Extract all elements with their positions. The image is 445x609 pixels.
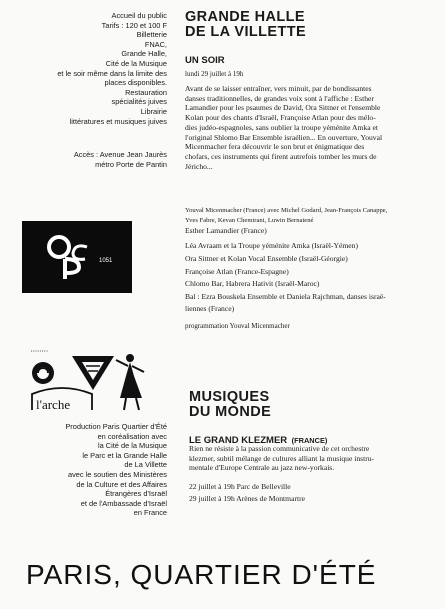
klezmer-description-line: Rien ne résiste à la passion communicative de cet orchestre [189, 444, 370, 453]
description-line: Jéricho... [185, 161, 213, 171]
info-line: Librairie [140, 106, 167, 116]
cite-musique-logo-icon [31, 349, 54, 384]
info-line: Billetterie [136, 30, 167, 40]
arche-logo-label: l'arche [36, 397, 71, 412]
description-line: dies judéo-espagnoles, sans oublier la troupe yéménite Amka et [185, 122, 378, 132]
info-line: places disponibles. [104, 78, 167, 88]
klezmer-description-line: klezmer, subtil mélange de cultures alliant la musique instru- [189, 453, 375, 463]
dancer-figure-icon [116, 354, 144, 410]
production-line: le Parc et la Grande Halle [82, 450, 167, 460]
info-line: Accueil du public [111, 11, 167, 20]
info-line: spécialités juives [111, 97, 167, 107]
klezmer-country: (FRANCE) [291, 436, 328, 445]
klezmer-title: LE GRAND KLEZMER [189, 435, 288, 446]
info-line: littératures et musiques juives [69, 116, 167, 126]
access-line: Accès : Avenue Jean Jaurès [73, 150, 167, 159]
ocp-mark-icon [43, 233, 93, 283]
production-line: Production Paris Quartier d'Été [65, 422, 167, 431]
info-line: Cité de la Musique [105, 58, 167, 68]
info-line: Restauration [125, 87, 167, 97]
ocp-number: 1051 [99, 258, 113, 264]
production-credits [20, 422, 167, 518]
production-line: en France [133, 508, 167, 518]
klezmer-description [189, 444, 439, 473]
klezmer-dates [189, 482, 439, 503]
description-line: Avant de se laisser entraîner, vers minuit, par de bondissantes [185, 84, 372, 93]
description-line: Micenmacher fera découvrir le son brut et énigmatique des [185, 142, 365, 152]
performer-line: Youval Micenmacher (France) avec Michel Godard, Jean-François Canappe, [185, 207, 388, 214]
public-info [20, 11, 167, 126]
production-line: Étrangères d'Israël [105, 489, 167, 499]
performer-line: Chlomo Bar, Habrera Hativit (Israël-Maroc) [185, 279, 320, 289]
access-line: métro Porte de Pantin [95, 159, 167, 169]
ocp-logo [22, 221, 132, 293]
partner-logos [30, 346, 160, 416]
description-line: danses traditionnelles, de grandes voix sont à l'affiche : Esther [185, 93, 374, 103]
description-line: chofars, ces instruments qui firent autrefois tomber les murs de [185, 151, 377, 161]
svg-text:• • • • • • • •: • • • • • • • • [31, 349, 48, 353]
performer-line: Bal : Ezra Bouskela Ensemble et Daniela Rajchman, danses israë- [185, 291, 386, 301]
venue-title-line: DE LA VILLETTE [185, 23, 307, 40]
event-title: UN SOIR [185, 55, 225, 66]
performer-line: liennes (France) [185, 303, 235, 313]
performer-line: Esther Lamandier (France) [185, 226, 267, 236]
production-line: de La Villette [124, 460, 167, 470]
festival-title: PARIS, QUARTIER D'ÉTÉ [26, 559, 377, 590]
venue-title-line: GRANDE HALLE [185, 9, 305, 25]
performer-line: Léa Avraam et la Troupe yéménite Amka (Israël-Yémen) [185, 241, 358, 251]
section-title [189, 390, 271, 419]
info-line: Tarifs : 120 et 100 F [101, 20, 167, 30]
info-line: FNAC, [144, 39, 167, 49]
description-line: l'original Shlomo Bar Ensemble israélien... En ouverture, Youval [185, 132, 383, 142]
venue-title [185, 10, 306, 39]
klezmer-date-line: 29 juillet à 19h Arènes de Montmartre [189, 493, 305, 503]
production-line: en coréalisation avec [97, 431, 167, 441]
info-line: et le soir même dans la limite des [57, 68, 167, 78]
performer-list [185, 206, 440, 313]
event-date: lundi 29 juillet à 19h [185, 70, 244, 78]
klezmer-description-line: mentale d'Europe Centrale au jazz new-yorkais. [189, 463, 335, 473]
performer-line: Françoise Atlan (France-Espagne) [185, 266, 289, 276]
production-line: avec le soutien des Ministères [67, 469, 167, 479]
access-info [20, 150, 167, 169]
production-line: et de l'Ambassade d'Israël [80, 498, 167, 508]
production-line: de la Culture et des Affaires [76, 479, 167, 489]
klezmer-date-line: 22 juillet à 19h Parc de Belleville [189, 482, 291, 491]
programming-credit: programmation Youval Micenmacher [185, 322, 290, 330]
description-line: Lamandier pour les psaumes de David, Ora Sittner et l'ensemble [185, 103, 381, 113]
performer-line: Yves Fabre, Kevan Chemirani, Luwin Bernatené [185, 216, 314, 224]
performer-line: Ora Sittner et Kolan Vocal Ensemble (Israël-Géorgie) [185, 253, 348, 263]
description-line: Kolan pour des chants d'Israël, Françoise Atlan pour des mélo- [185, 113, 376, 123]
section-title-line: DU MONDE [189, 403, 272, 420]
villette-triangle-logo-icon [72, 356, 114, 390]
section-title-line: MUSIQUES [189, 389, 270, 405]
info-line: Grande Halle, [121, 49, 167, 59]
production-line: la Cité de la Musique [97, 441, 167, 451]
event-description [185, 84, 435, 171]
